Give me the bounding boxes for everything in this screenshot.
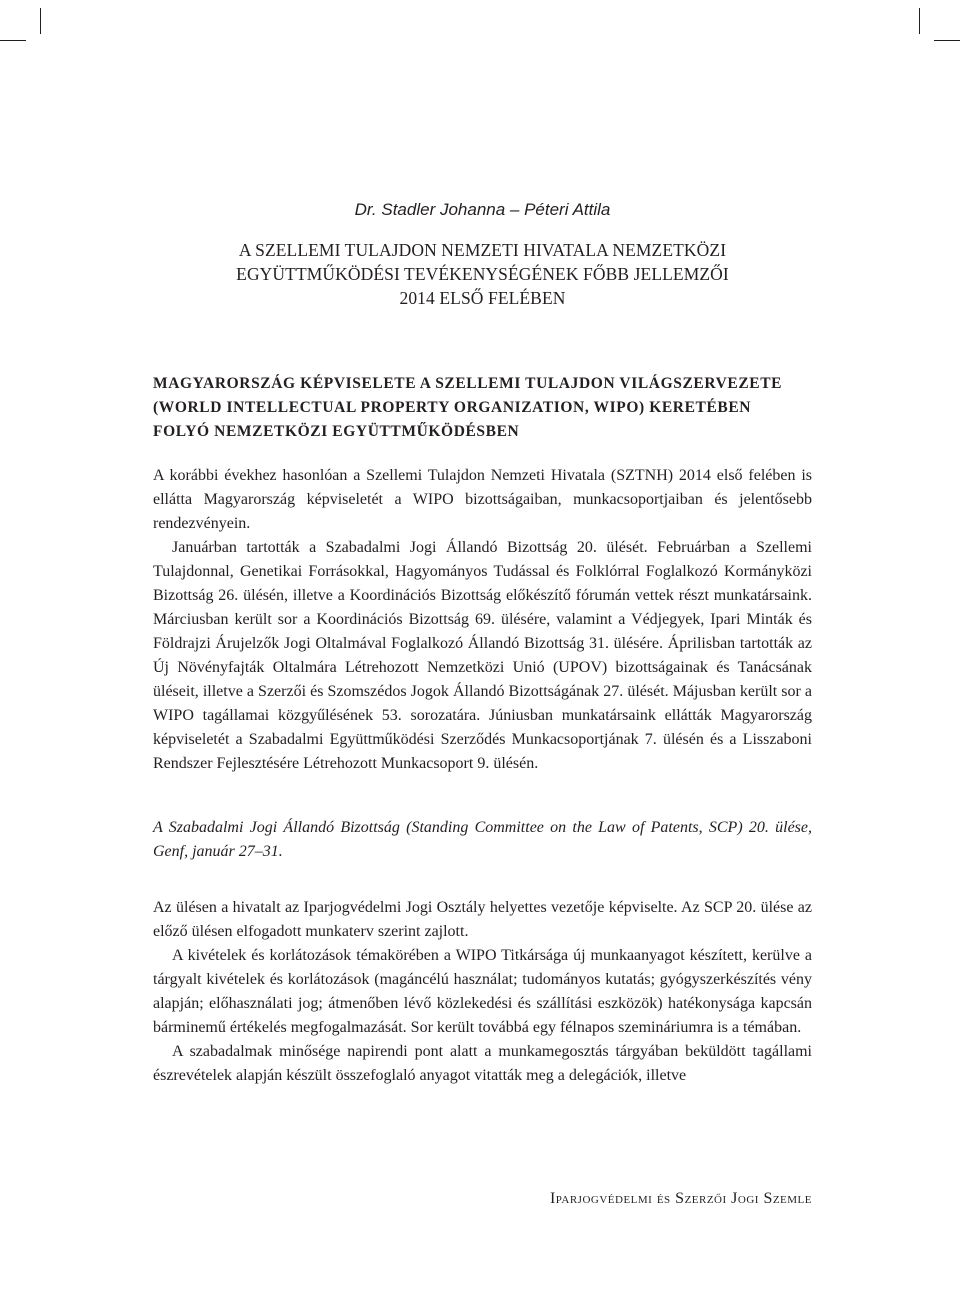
- section-heading: [153, 372, 812, 444]
- body-paragraph: A korábbi évekhez hasonlóan a Szellemi Tulajdon Nemzeti Hivatala (SZTNH) 2014 első felében is ellátta Magyarország képviseletét a WIPO bizottságaiban, munkacsoportjaiban és jelentősebb rendezvényein.: [153, 467, 812, 532]
- section-heading-line: MAGYARORSZÁG KÉPVISELETE A SZELLEMI TULAJDON VILÁGSZERVEZETE: [153, 375, 783, 392]
- body-paragraph: Januárban tartották a Szabadalmi Jogi Állandó Bizottság 20. ülését. Februárban a Szellemi Tulajdonnal, Genetikai Forrásokkal, Hagyományos Tudással és Folklórral Foglalkozó Kormányközi Bizottság 26. ülésén, illetve a Koordinációs Bizottság előkészítő fórumán vettek részt munkatársaink. Márciusban került sor a Koordinációs Bizottság 69. ülésére, valamint a Védjegyek, Ipari Minták és Földrajzi Árujelzők Jogi Oltalmával Foglalkozó Állandó Bizottság 31. ülésére. Áprilisban tartották az Új Növényfajták Oltalmára Létrehozott Nemzetközi Unió (UPOV) bizottságainak és Tanácsának üléseit, illetve a Szerzői és Szomszédos Jogok Állandó Bizottságának 27. ülését. Májusban került sor a WIPO tagállamai közgyűlésének 53. sorozatára. Júniusban munkatársaink ellátták Magyarország képviseletét a Szabadalmi Együttműködési Szerződés Munkacsoportjának 7. ülésén és a Lisszaboni Rendszer Fejlesztésére Létrehozott Munkacsoport 9. ülésén.: [153, 539, 812, 772]
- page-body: [153, 198, 812, 1088]
- body-paragraph: A kivételek és korlátozások témakörében a WIPO Titkársága új munkaanyagot készített, kerülve a tárgyalt kivételek és korlátozások (magáncélú használat; tudományos kutatás; gyógyszerkészítés vény alapján; előhasználati jog; átmenőben lévő közlekedési és szállítási eszközök) hatékonysága kapcsán bárminemű értékelés megfogalmazását. Sor került továbbá egy félnapos szemináriumra is a témában.: [153, 947, 812, 1036]
- article-title-line: 2014 ELSŐ FELÉBEN: [399, 288, 566, 308]
- body-paragraph: Az ülésen a hivatalt az Iparjogvédelmi Jogi Osztály helyettes vezetője képviselte. Az SCP 20. ülése az előző ülésen elfogadott munkaterv szerint zajlott.: [153, 899, 812, 940]
- body-paragraph: A szabadalmak minősége napirendi pont alatt a munkamegosztás tárgyában beküldött tagállami észrevételek alapján készült összefoglaló anyagot vitatták meg a delegációk, illetve: [153, 1043, 812, 1084]
- article-title-line: EGYÜTTMŰKÖDÉSI TEVÉKENYSÉGÉNEK FŐBB JELLEMZŐI: [236, 264, 729, 284]
- section-heading-line: FOLYÓ NEMZETKÖZI EGYÜTTMŰKÖDÉSBEN: [153, 423, 520, 440]
- article-authors: Dr. Stadler Johanna – Péteri Attila: [354, 200, 611, 219]
- crop-mark-top-right-vertical: [919, 8, 920, 34]
- subsection-heading: A Szabadalmi Jogi Állandó Bizottság (Standing Committee on the Law of Patents, SCP) 20. ülése, Genf, január 27–31.: [153, 819, 812, 860]
- crop-mark-top-right-horizontal: [934, 40, 960, 41]
- section-heading-line: (WORLD INTELLECTUAL PROPERTY ORGANIZATION, WIPO) KERETÉBEN: [153, 399, 752, 416]
- crop-mark-top-left-horizontal: [0, 40, 26, 41]
- crop-mark-top-left-vertical: [40, 8, 41, 34]
- journal-footer: Iparjogvédelmi és Szerzői Jogi Szemle: [549, 1190, 812, 1207]
- article-title-line: A SZELLEMI TULAJDON NEMZETI HIVATALA NEMZETKÖZI: [238, 240, 727, 260]
- article-title: [153, 238, 812, 310]
